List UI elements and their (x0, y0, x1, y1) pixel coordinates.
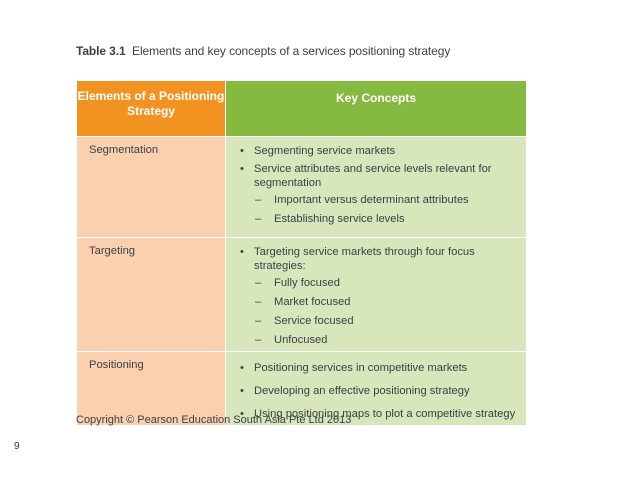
copyright-notice: Copyright © Pearson Education South Asia Pte Ltd 2013 (76, 414, 352, 426)
table-row (77, 238, 527, 352)
concept-item: • Segmenting service markets (238, 144, 518, 158)
concepts-cell (226, 238, 527, 352)
header-elements: Elements of a Positioning Strategy (77, 81, 226, 137)
concepts-cell (226, 137, 527, 238)
sub-concept-item: – Establishing service levels (254, 212, 518, 226)
concept-item: • Using positioning maps to plot a competitive strategy (238, 407, 518, 421)
element-cell: Segmentation (77, 137, 226, 238)
table-title: Elements and key concepts of a services positioning strategy (132, 44, 451, 58)
table-row (77, 137, 527, 238)
positioning-table (76, 80, 527, 426)
element-cell: Targeting (77, 238, 226, 352)
table-caption (76, 44, 450, 58)
sub-concept-item: – Market focused (254, 295, 518, 309)
sub-concept-item: – Fully focused (254, 276, 518, 290)
sub-concept-item: – Important versus determinant attributes (254, 193, 518, 207)
concept-item: • Developing an effective positioning strategy (238, 384, 518, 398)
sub-concept-item: – Unfocused (254, 333, 518, 347)
element-cell: Positioning (77, 352, 226, 426)
concept-item: • Targeting service markets through four focus strategies: – Fully focused – Market focused – Service focused – Unfocused (238, 245, 518, 347)
concept-item: • Positioning services in competitive markets (238, 361, 518, 375)
table-number: Table 3.1 (76, 44, 126, 58)
page-number: 9 (14, 441, 20, 452)
header-key-concepts: Key Concepts (226, 81, 527, 137)
sub-concept-item: – Service focused (254, 314, 518, 328)
concept-item: • Service attributes and service levels relevant for segmentation – Important versus determinant attributes – Establishing service levels (238, 162, 518, 226)
